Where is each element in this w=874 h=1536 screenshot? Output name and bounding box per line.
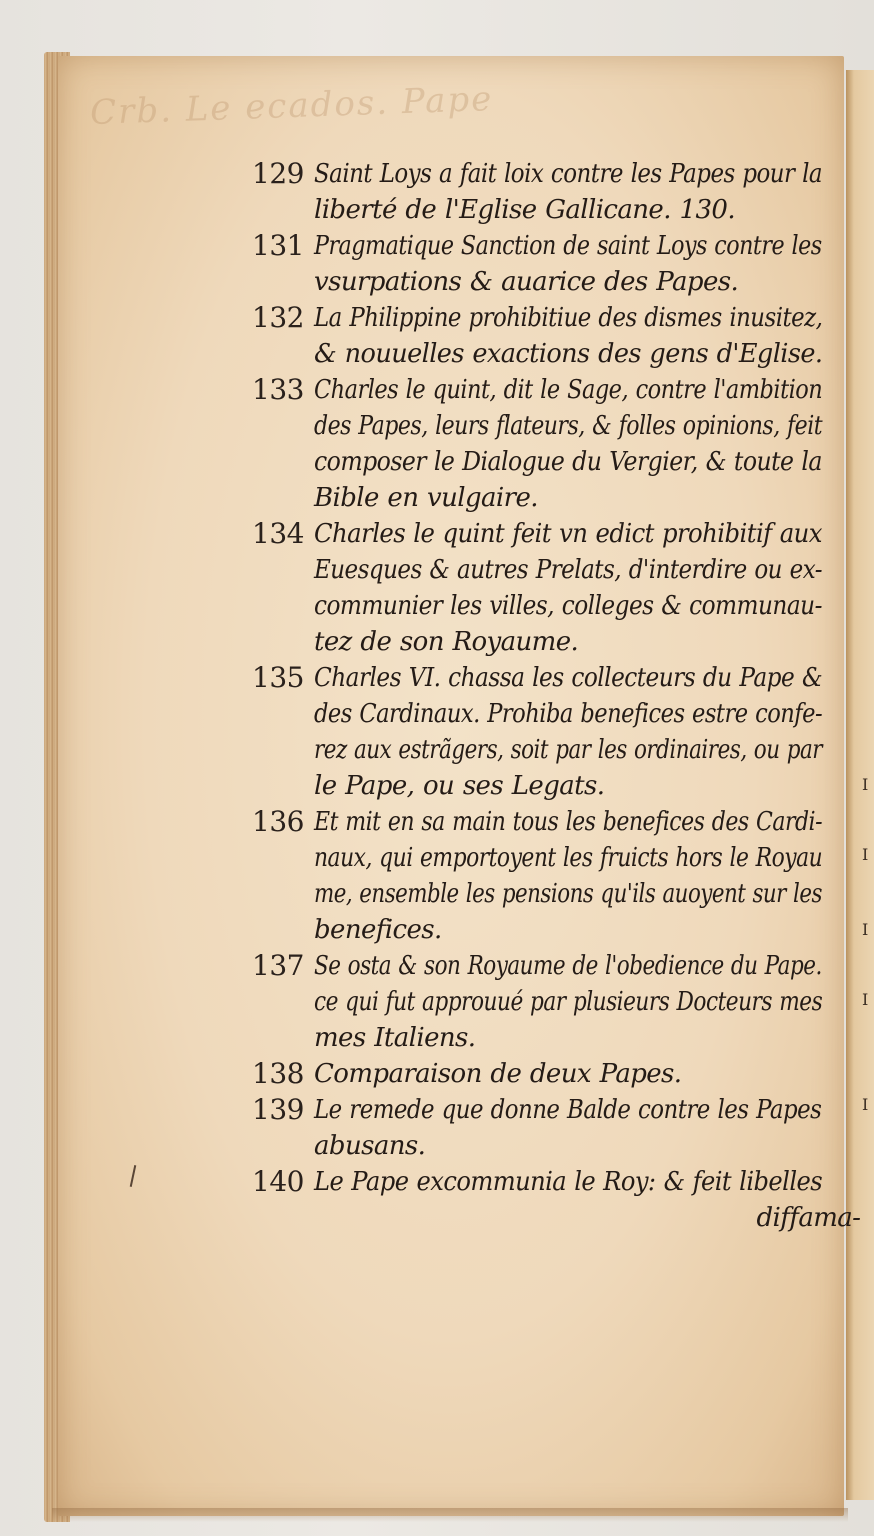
- next-page-mark: I: [862, 845, 869, 864]
- entry-line: communier les villes, colleges & communau-: [314, 591, 822, 621]
- index-entry: [252, 372, 822, 516]
- entry-line: Euesques & autres Prelats, d'interdire ou ex-: [314, 555, 823, 585]
- entry-line: composer le Dialogue du Vergier, & toute la: [314, 447, 822, 477]
- page-bottom-shadow: [52, 1508, 848, 1522]
- entry-line: Pragmatique Sanction de saint Loys contre les: [314, 231, 822, 261]
- entry-text: [314, 1164, 860, 1236]
- entry-number: 132: [252, 301, 304, 334]
- index-entry: [252, 1092, 822, 1164]
- entry-number: 138: [252, 1057, 304, 1090]
- entry-line: Charles le quint, dit le Sage, contre l'ambition: [314, 375, 823, 405]
- entry-number: 134: [252, 517, 304, 550]
- index-entry: [252, 660, 822, 804]
- entry-text: [314, 516, 874, 660]
- index-entry: [252, 300, 822, 372]
- entry-text: [314, 660, 874, 804]
- entry-line: Se osta & son Royaume de l'obedience du Pape.: [314, 951, 822, 981]
- index-entries: [252, 156, 861, 1236]
- faded-margin-annotation: Crb. Le ecados. Pape: [89, 78, 494, 134]
- entry-line: ce qui fut approuué par plusieurs Docteurs mes: [314, 987, 823, 1017]
- entry-line: benefices.: [314, 915, 442, 945]
- entry-text: [314, 156, 874, 228]
- next-page-mark: I: [862, 775, 869, 794]
- index-entry: [252, 1164, 861, 1236]
- entry-number: 139: [252, 1093, 304, 1126]
- entry-number: 137: [252, 949, 304, 982]
- index-entry: [252, 1056, 822, 1092]
- entry-number: 131: [252, 229, 304, 262]
- entry-text: [314, 300, 874, 372]
- entry-line: Charles VI. chassa les collecteurs du Pape &: [314, 663, 823, 693]
- entry-number: 129: [252, 157, 304, 190]
- entry-line: vsurpations & auarice des Papes.: [314, 267, 739, 297]
- entry-line: La Philippine prohibitiue des dismes inusitez,: [314, 303, 823, 333]
- index-entry: [252, 804, 822, 948]
- entry-number: 136: [252, 805, 304, 838]
- entry-number: 133: [252, 373, 304, 406]
- index-entry: [252, 228, 822, 300]
- index-entry: [252, 948, 822, 1056]
- entry-text: [314, 228, 874, 300]
- entry-line: Saint Loys a fait loix contre les Papes pour la: [314, 159, 823, 189]
- entry-number: 140: [252, 1165, 304, 1198]
- next-page-mark: I: [862, 990, 869, 1009]
- entry-line: abusans.: [314, 1131, 426, 1161]
- entry-line: mes Italiens.: [314, 1023, 476, 1053]
- next-page-mark: I: [862, 920, 869, 939]
- entry-text: [314, 1056, 822, 1092]
- entry-line: Comparaison de deux Papes.: [314, 1059, 682, 1089]
- entry-line: des Cardinaux. Prohiba benefices estre confe-: [314, 699, 823, 729]
- entry-text: [314, 948, 874, 1056]
- entry-line: des Papes, leurs flateurs, & folles opinions, feit: [314, 411, 823, 441]
- entry-number: 135: [252, 661, 304, 694]
- entry-line: Le remede que donne Balde contre les Papes: [314, 1095, 822, 1125]
- entry-line: Le Pape excommunia le Roy: & feit libelles: [314, 1167, 823, 1197]
- entry-text: [314, 1092, 874, 1164]
- index-entry: [252, 156, 822, 228]
- entry-line: le Pape, ou ses Legats.: [314, 771, 605, 801]
- entry-line: rez aux estrãgers, soit par les ordinaires, ou par: [314, 735, 823, 765]
- catchword: diffama-: [756, 1203, 861, 1233]
- entry-text: [314, 372, 874, 516]
- next-page-mark: I: [862, 1095, 869, 1114]
- entry-line: tez de son Royaume.: [314, 627, 579, 657]
- entry-line: naux, qui emportoyent les fruicts hors le Royau: [314, 843, 823, 873]
- entry-text: [314, 804, 874, 948]
- entry-line: me, ensemble les pensions qu'ils auoyent sur les: [314, 879, 822, 909]
- entry-line: & nouuelles exactions des gens d'Eglise.: [314, 339, 823, 369]
- entry-line: Bible en vulgaire.: [314, 483, 538, 513]
- entry-line: liberté de l'Eglise Gallicane. 130.: [314, 195, 736, 225]
- index-entry: [252, 516, 822, 660]
- entry-line: Charles le quint feit vn edict prohibitif aux: [314, 519, 822, 549]
- entry-line: Et mit en sa main tous les benefices des Cardi-: [314, 807, 823, 837]
